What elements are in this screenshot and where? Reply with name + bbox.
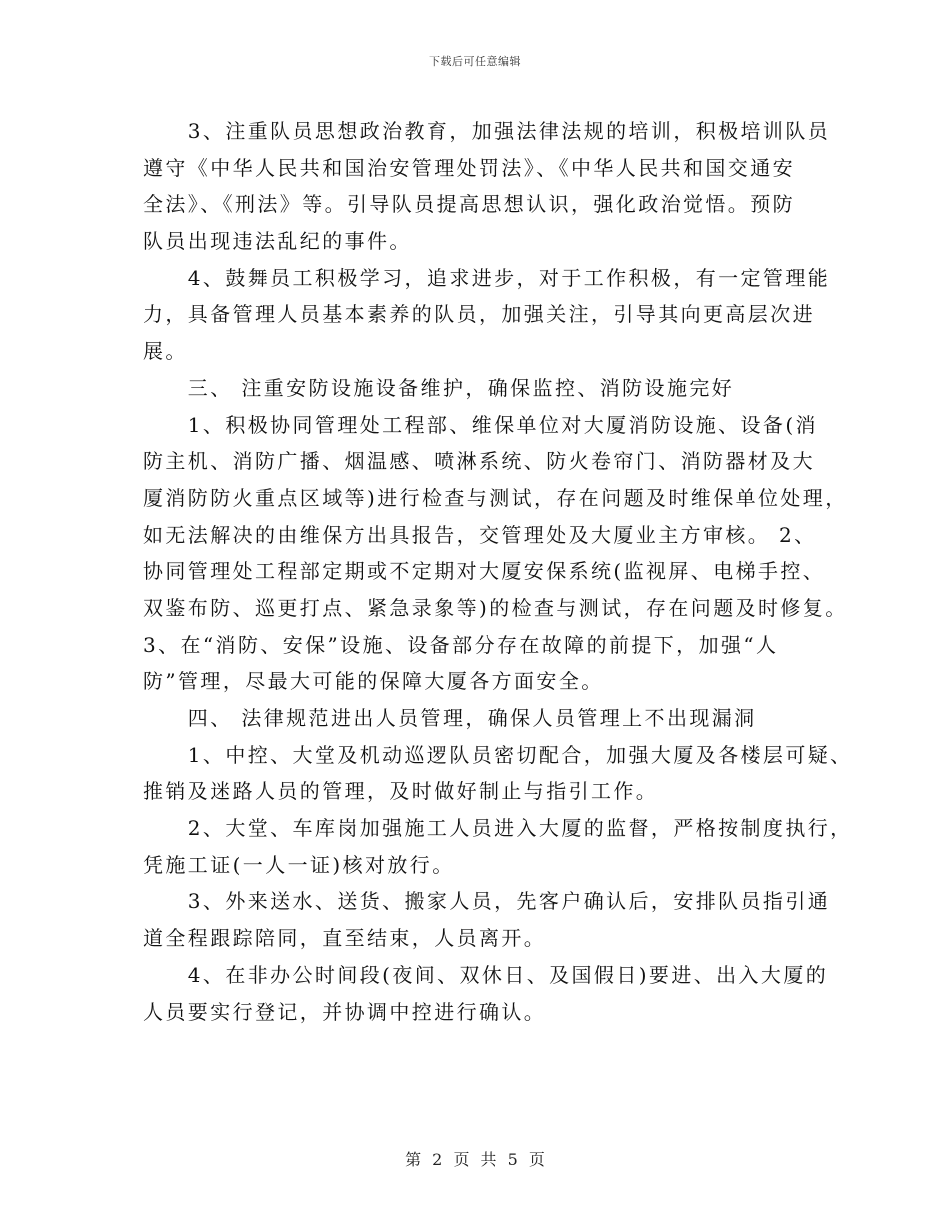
text-line: 推销及迷路人员的管理，及时做好制止与指引工作。 — [143, 779, 659, 804]
section-heading: 四、 法律规范进出人员管理，确保人员管理上不出现漏洞 — [143, 706, 757, 730]
text-line: 凭施工证(一人一证)核对放行。 — [143, 852, 455, 877]
text-line: 队员出现违法乱纪的事件。 — [143, 229, 412, 254]
document-body — [143, 113, 853, 1030]
text-line: 人员要实行登记，并协调中控进行确认。 — [143, 999, 547, 1024]
text-line: 3、外来送水、送货、搬家人员，先客户确认后，安排队员指引通 — [143, 889, 831, 914]
text-line: 双鉴布防、巡更打点、紧急录象等)的检查与测试，存在问题及时修复。 — [143, 595, 848, 620]
text-line: 3、在“消防、安保”设施、设备部分存在故障的前提下，加强“人 — [143, 632, 779, 657]
text-line: 如无法解决的由维保方出具报告，交管理处及大厦业主方审核。 2、 — [143, 522, 817, 547]
text-line: 3、注重队员思想政治教育，加强法律法规的培训，积极培训队员 — [143, 119, 831, 143]
page-header: 下载后可任意编辑 — [429, 55, 521, 68]
section-heading: 三、 注重安防设施设备维护，确保监控、消防设施完好 — [143, 375, 735, 400]
text-line: 防”管理，尽最大可能的保障大厦各方面安全。 — [143, 669, 604, 694]
text-line: 防主机、消防广播、烟温感、喷淋系统、防火卷帘门、消防器材及大 — [143, 449, 815, 474]
page-footer: 第 2 页 共 5 页 — [405, 1150, 545, 1169]
text-line: 2、大堂、车库岗加强施工人员进入大厦的监督，严格按制度执行， — [143, 816, 853, 841]
text-line: 展。 — [143, 339, 188, 364]
text-line: 道全程跟踪陪同，直至结束，人员离开。 — [143, 926, 547, 951]
text-line: 协同管理处工程部定期或不定期对大厦安保系统(监视屏、电梯手控、 — [143, 559, 826, 584]
text-line: 1、中控、大堂及机动巡逻队员密切配合，加强大厦及各楼层可疑、 — [143, 742, 853, 767]
text-line: 4、鼓舞员工积极学习，追求进步，对于工作积极，有一定管理能 — [143, 265, 831, 290]
text-line: 4、在非办公时间段(夜间、双休日、及国假日)要进、出入大厦的 — [143, 962, 829, 987]
text-line: 全法》、《刑法》等。引导队员提高思想认识，强化政治觉悟。预防 — [143, 192, 795, 217]
text-line: 力，具备管理人员基本素养的队员，加强关注，引导其向更高层次进 — [143, 302, 815, 327]
text-line: 厦消防防火重点区域等)进行检查与测试，存在问题及时维保单位处理， — [143, 485, 848, 510]
text-line: 遵守《中华人民共和国治安管理处罚法》、《中华人民共和国交通安 — [143, 155, 795, 180]
text-line: 1、积极协同管理处工程部、维保单位对大厦消防设施、设备(消 — [143, 412, 818, 437]
